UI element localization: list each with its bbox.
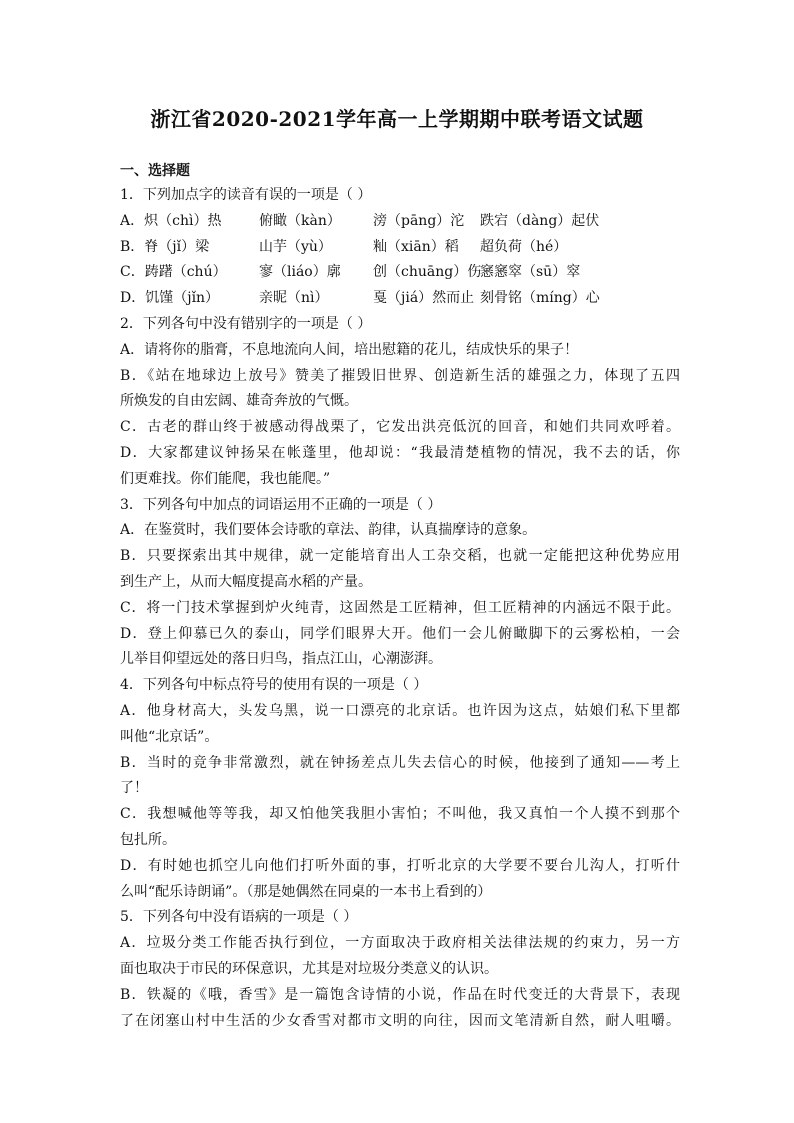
q3-option-d-line2: 儿举目仰望远处的落日归鸟，指点江山，心潮澎湃。	[120, 651, 442, 668]
q2-option-b-line1: B．《站在地球边上放号》赞美了摧毁旧世界、创造新生活的雄强之力，体现了五四	[120, 367, 680, 384]
q3-option-d-line1: D．登上仰慕已久的泰山，同学们眼界大开。他们一会儿俯瞰脚下的云雾松柏，一会	[120, 625, 680, 642]
q3-option-b-line2: 到生产上，从而大幅度提高水稻的产量。	[120, 573, 372, 590]
q4-option-b-line1: B．当时的竞争非常激烈，就在钟扬差点儿失去信心的时候，他接到了通知——考上	[120, 754, 680, 771]
q4-option-a-line1: A．他身材高大，头发乌黑，说一口漂亮的北京话。也许因为这点，姑娘们私下里都	[120, 702, 680, 719]
q2-option-d-line1: D．大家都建议钟扬呆在帐蓬里，他却说：“我最清楚植物的情况，我不去的话，你	[120, 444, 680, 461]
q5-stem: 5．下列各句中没有语病的一项是（ ）	[120, 909, 358, 926]
q4-option-a-line2: 叫他“北京话”。	[120, 728, 219, 745]
q3-option-a: A．在鉴赏时，我们要体会诗歌的章法、韵律，认真揣摩诗的意象。	[120, 522, 537, 539]
q2-stem: 2．下列各句中没有错别字的一项是（ ）	[120, 315, 372, 332]
q1-stem: 1．下列加点字的读音有误的一项是（ ）	[120, 187, 372, 203]
q1-option-c	[120, 260, 680, 286]
q2-option-d-line2: 们更难找。你们能爬，我也能爬。”	[120, 470, 331, 487]
q2-option-a: A．请将你的脂膏，不息地流向人间，培出慰籍的花儿，结成快乐的果子！	[120, 341, 579, 358]
q1-a-item-3: 滂（pāng）沱	[373, 212, 465, 229]
q5-option-a-line1: A．垃圾分类工作能否执行到位，一方面取决于政府相关法律法规的约束力，另一方	[120, 935, 680, 952]
q2-option-b-line2: 所焕发的自由宏阔、雄奇奔放的气慨。	[120, 393, 358, 410]
q1-c-item-4: 窸窸窣（sū）窣	[480, 264, 581, 281]
q1-option-d	[120, 286, 680, 312]
q1-b-item-3: 籼（xiān）稻	[373, 238, 459, 255]
q3-stem: 3．下列各句中加点的词语运用不正确的一项是（ ）	[120, 496, 442, 513]
q1-c-item-2: 寥（liáo）廓	[259, 264, 341, 281]
q5-option-b-line1: B．铁凝的《哦，香雪》是一篇饱含诗情的小说，作品在时代变迁的大背景下，表现	[120, 986, 680, 1003]
q1-b-item-2: 山芋（yù）	[259, 238, 332, 255]
q1-d-item-1: D．饥馑（jǐn）	[120, 290, 220, 307]
q1-a-item-4: 跌宕（dàng）起伏	[480, 212, 600, 229]
q1-a-item-2: 俯瞰（kàn）	[259, 212, 341, 229]
q1-d-item-3: 戛（jiá）然而止	[373, 290, 475, 307]
q1-b-item-4: 超负荷（hé）	[480, 238, 568, 255]
q4-option-d-line2: 么叫“配乐诗朗诵”。（那是她偶然在同桌的一本书上看到的）	[120, 883, 492, 900]
section-heading: 一、选择题	[120, 163, 190, 179]
question-list	[120, 183, 680, 1034]
q1-c-item-1: C．踌躇（chú）	[120, 264, 227, 281]
q1-option-b	[120, 235, 680, 261]
q1-d-item-4: 刻骨铭（míng）心	[480, 290, 600, 307]
q1-d-item-2: 亲昵（nì）	[259, 290, 329, 307]
q1-a-item-1: A．炽（chì）热	[120, 212, 222, 229]
q4-stem: 4．下列各句中标点符号的使用有误的一项是（ ）	[120, 677, 428, 694]
q1-c-item-3: 创（chuāng）伤	[373, 264, 482, 281]
page-title: 浙江省2020-2021学年高一上学期期中联考语文试题	[150, 107, 644, 131]
q4-option-c-line1: C．我想喊他等等我，却又怕他笑我胆小害怕；不叫他，我又真怕一个人摸不到那个	[120, 806, 680, 823]
q4-option-b-line2: 了！	[120, 780, 148, 797]
q3-option-c: C．将一门技术掌握到炉火纯青，这固然是工匠精神，但工匠精神的内涵远不限于此。	[120, 599, 680, 616]
q4-option-c-line2: 包扎所。	[120, 831, 176, 848]
q4-option-d-line1: D．有时她也抓空儿向他们打听外面的事，打听北京的大学要不要台儿沟人，打听什	[120, 857, 680, 874]
q5-option-b-line2: 了在闭塞山村中生活的少女香雪对都市文明的向往，因而文笔清新自然，耐人咀嚼。	[120, 1012, 680, 1029]
q1-b-item-1: B．脊（jǐ）梁	[120, 238, 210, 255]
q2-option-c: C．古老的群山终于被感动得战栗了，它发出洪亮低沉的回音，和她们共同欢呼着。	[120, 419, 680, 436]
q1-option-a	[120, 209, 680, 235]
q5-option-a-line2: 面也取决于市民的环保意识，尤其是对垃圾分类意义的认识。	[120, 960, 498, 977]
q3-option-b-line1: B．只要探索出其中规律，就一定能培育出人工杂交稻，也就一定能把这种优势应用	[120, 548, 680, 565]
